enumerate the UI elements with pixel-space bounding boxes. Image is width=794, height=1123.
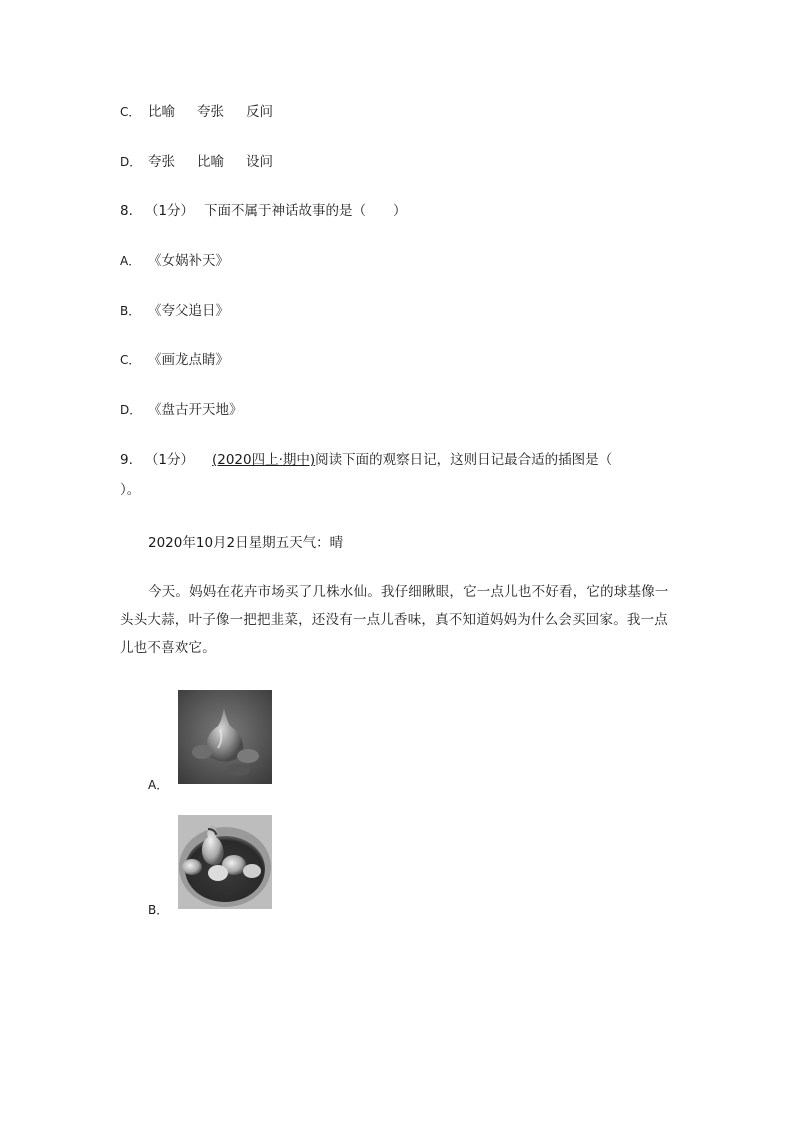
q7-option-d (120, 152, 273, 172)
option-letter: C． (120, 353, 141, 367)
q7-option-c (120, 102, 273, 122)
question-score: （1分） (144, 452, 194, 468)
option-text: 《女娲补天》 (148, 253, 229, 269)
q8-option-c (120, 350, 229, 370)
question-number: 8. (120, 203, 133, 219)
diary-text: 今天。妈妈在花卉市场买了几株水仙。我仔细瞅眼，它一点儿也不好看，它的球基像一头头大蒜，叶子像一把把韭菜，还没有一点儿香味，真不知道妈妈为什么会买回家。我一点儿也不喜欢它。 (120, 584, 669, 656)
option-letter: C． (120, 105, 141, 119)
q8-option-d (120, 400, 243, 420)
q8-option-b (120, 301, 229, 321)
option-letter: A． (120, 254, 141, 268)
option-text: 《盘古开天地》 (148, 402, 243, 418)
option-letter: B． (120, 304, 141, 318)
option-item: 比喻 (197, 154, 224, 170)
diary-date: 2020年10月2日星期五天气：晴 (148, 535, 344, 551)
option-text: 《夸父追日》 (148, 303, 229, 319)
option-letter: D． (120, 155, 142, 169)
narcissus-bulbs-in-bowl-photo (178, 815, 272, 909)
q9-stem (120, 450, 612, 470)
q8-stem (120, 201, 406, 221)
question-score: （1分） (144, 203, 194, 219)
q9-stem-end (120, 480, 140, 500)
question-source-link[interactable]: (2020四上·期中) (211, 452, 316, 468)
option-item: 比喻 (148, 104, 175, 120)
question-text-end: ）。 (120, 482, 141, 498)
option-text: 《画龙点睛》 (148, 352, 229, 368)
q8-option-a (120, 251, 229, 271)
question-text: 下面不属于神话故事的是（ ） (203, 203, 407, 219)
option-item: 夸张 (197, 104, 224, 120)
option-item: 设问 (246, 154, 273, 170)
option-letter: B． (148, 903, 169, 917)
option-item: 夸张 (148, 154, 175, 170)
question-number: 9. (120, 452, 133, 468)
option-letter: D． (120, 403, 142, 417)
narcissus-bulb-photo (178, 690, 272, 784)
option-item: 反问 (246, 104, 273, 120)
option-letter: A． (148, 778, 169, 792)
question-text: 阅读下面的观察日记，这则日记最合适的插图是（ (315, 452, 613, 468)
